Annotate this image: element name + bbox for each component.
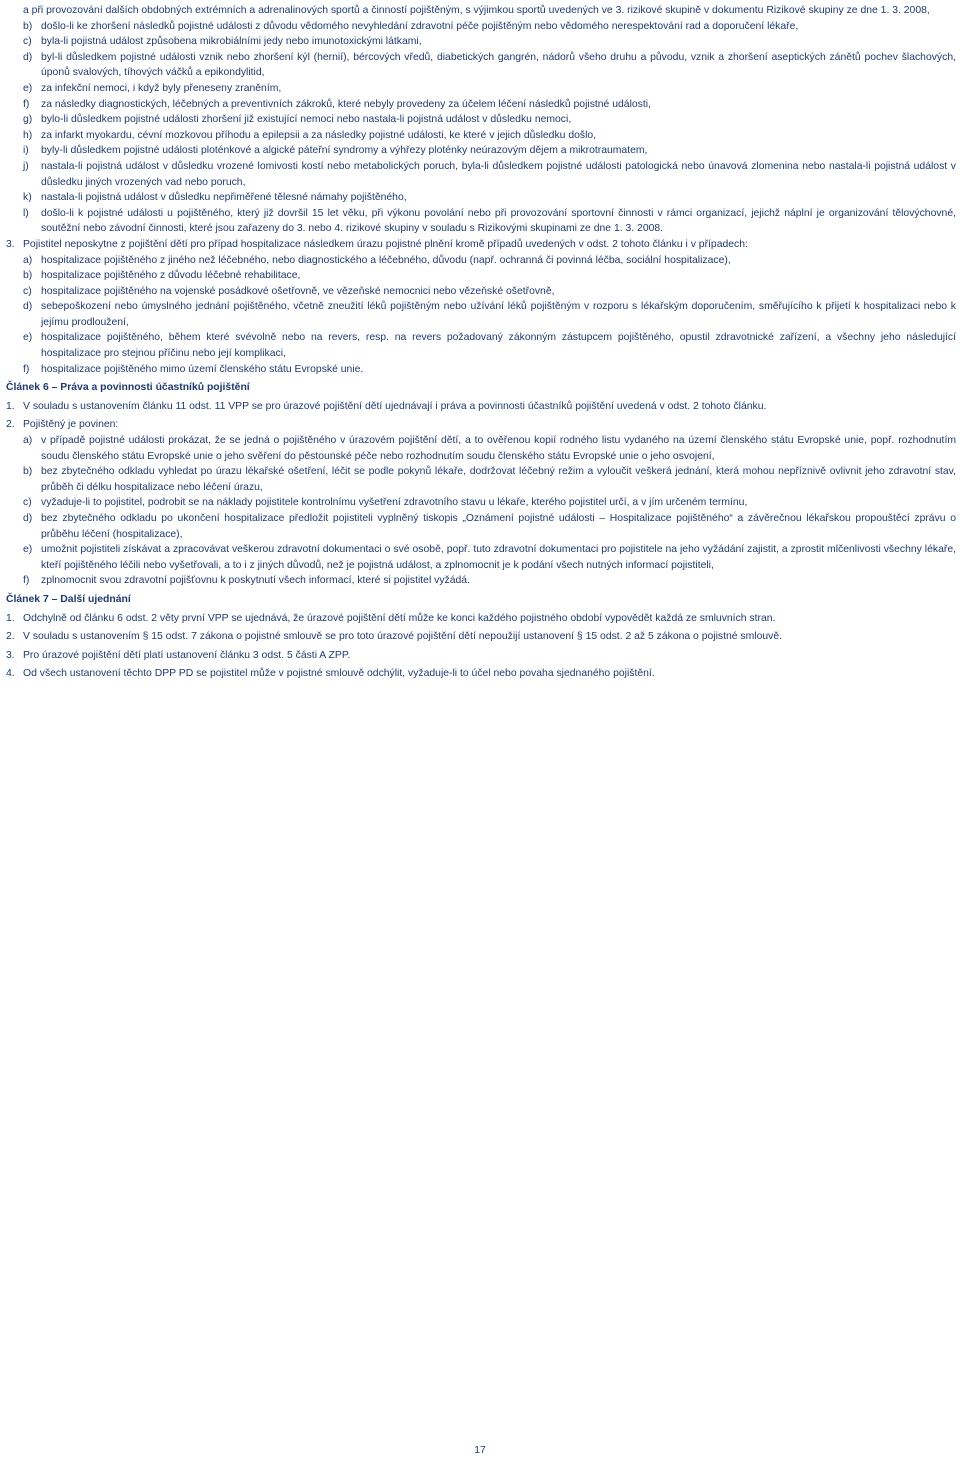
list-item: c) vyžaduje-li to pojistitel, podrobit se na náklady pojistitele kontrolnímu vyšetření zdravotního stavu u lékaře, kterého pojistitel určí, a v jím určeném termínu, <box>23 497 748 509</box>
list-item: f) zplnomocnit svou zdravotní pojišťovnu k poskytnutí všech informací, které si pojistitel vyžádá. <box>23 575 470 587</box>
list-item-text: a při provozování dalších obdobných extrémních a adrenalinových sportů a činností pojištěným, s výjimkou sportů uvedených ve 3. rizikové skupině v dokumentu Rizikové skupiny ze dne 1. 3. 2008, <box>23 5 930 16</box>
numbered-paragraph: 2. V souladu s ustanovením § 15 odst. 7 zákona o pojistné smlouvě se pro toto úrazové pojištění dětí nepoužijí ustanovení § 15 odst. 2 až 5 zákona o pojistné smlouvě. <box>6 631 782 643</box>
list-item: h) za infarkt myokardu, cévní mozkovou příhodu a epilepsii a za následky pojistné události, ke které v jejich důsledku došlo, <box>23 129 597 141</box>
list-item: b) hospitalizace pojištěného z důvodu léčebné rehabilitace, <box>23 270 301 282</box>
numbered-paragraph: 1. V souladu s ustanovením článku 11 odst. 11 VPP se pro úrazové pojištění dětí ujednávají i práva a povinnosti účastníků pojištění uvedená v odst. 2 tohoto článku. <box>6 400 767 412</box>
numbered-paragraph: 3. Pojistitel neposkytne z pojištění dětí pro případ hospitalizace následkem úrazu pojistné plnění kromě případů uvedených v odst. 2 tohoto článku i v případech: <box>6 238 748 250</box>
list-item: d) byl-li důsledkem pojistné události vznik nebo zhoršení kýl (hernií), bércových vředů, diabetických gangrén, nádorů všeho druhu a původu, vznik a zhoršení aseptických zánětů pochev šlachových, úponů svalových, tíhových váčků a epikondylitid, <box>23 51 956 79</box>
list-item <box>23 3 956 19</box>
list-item: e) umožnit pojistiteli získávat a zpracovávat veškerou zdravotní dokumentaci o své osobě, popř. tuto zdravotní dokumentaci pro pojistitele na jeho vyžádání zajistit, a zprostit mlčenlivosti všechny lékaře, kteří pojištěného léčili nebo vyšetřovali, a to i z jiných důvodů, než je pojistná událost, a zplnomocnit je k podání všech nutných informací pojistiteli, <box>23 544 956 571</box>
list-item: i) byly-li důsledkem pojistné události ploténkové a algické páteřní syndromy a výhřezy ploténky neúrazovým dějem a mikrotraumatem, <box>23 145 648 157</box>
exclusions-list <box>6 19 956 237</box>
list-item: b) došlo-li ke zhoršení následků pojistné události z důvodu vědomého nevyhledání zdravotní péče pojištěným nebo vědomého nerespektování rad a doporučení lékaře, <box>23 20 799 32</box>
article-6-heading: Článek 6 – Práva a povinnosti účastníků pojištění <box>6 382 250 394</box>
list-item: e) za infekční nemoci, i když byly přeneseny zraněním, <box>23 82 282 94</box>
numbered-paragraph: 1. Odchylně od článku 6 odst. 2 věty první VPP se ujednává, že úrazové pojištění dětí může ke konci každého pojistného období vypovědět každá ze smluvních stran. <box>6 612 776 624</box>
list-item: a) hospitalizace pojištěného z jiného než léčebného, nebo diagnostického a léčebného, důvodu (např. ochranná či povinná léčba, sociální hospitalizace), <box>23 254 731 266</box>
document-body <box>6 3 956 682</box>
list-item: a) v případě pojistné události prokázat, že se jedná o pojištěného v úrazovém pojištění dětí, a to ověřenou kopií rodného listu vydaného na území členského státu Evropské unie, popř. rozhodnutím soudu členského státu Evropské unie o jeho svěření do pěstounské péče nebo rozhodnutím soudu členského státu Evropské unie o jeho osvojení, <box>23 435 956 462</box>
list-item: l) došlo-li k pojistné události u pojištěného, který již dovršil 15 let věku, při výkonu povolání nebo při provozování sportovní činnosti v rámci organizací, jejichž náplní je organizování tělovýchovné, soutěžní nebo závodní činnosti, které jsou zařazeny do 3. nebo 4. rizikové skupiny v souladu s Rizikovými skupinami ze dne 1. 3. 2008. <box>23 207 956 235</box>
list-item: c) hospitalizace pojištěného na vojenské posádkové ošetřovně, ve vězeňské nemocnici nebo vězeňské ošetřovně, <box>23 285 555 297</box>
numbered-paragraph: 4. Od všech ustanovení těchto DPP PD se pojistitel může v pojistné smlouvě odchýlit, vyžaduje-li to účel nebo povaha sjednaného pojištění. <box>6 668 655 680</box>
list-item: f) hospitalizace pojištěného mimo území členského státu Evropské unie. <box>23 363 364 375</box>
article-7-heading: Článek 7 – Další ujednání <box>6 593 131 605</box>
numbered-paragraph: 3. Pro úrazové pojištění dětí platí ustanovení článku 3 odst. 5 části A ZPP. <box>6 649 351 661</box>
list-item: e) hospitalizace pojištěného, během které svévolně nebo na revers, resp. na revers požadovaný zákonným zástupcem pojištěného, opustil zdravotnické zařízení, a všechny jeho následující hospitalizace pro stejnou příčinu nebo její komplikaci, <box>23 332 956 360</box>
list-item: d) sebepoškození nebo úmyslného jednání pojištěného, včetně zneužití léků pojištěným nebo užívání léků pojištěným v rozporu s lékařským doporučením, směřujícího k přijetí k hospitalizaci nebo k jejímu prodloužení, <box>23 301 956 328</box>
list-item: g) bylo-li důsledkem pojistné události zhoršení již existující nemoci nebo nastala-li pojistná událost v důsledku nemoci, <box>23 114 572 126</box>
insured-obligations-list <box>6 433 956 589</box>
page-number: 17 <box>474 1445 486 1456</box>
list-item: j) nastala-li pojistná událost v důsledku vrozené lomivosti kostí nebo metabolických poruch, byla-li důsledkem pojistné události patologická nebo únavová zlomenina nebo nastala-li pojistná událost v důsledku jiných vrozených vad nebo poruch, <box>23 160 956 188</box>
list-item: c) byla-li pojistná událost způsobena mikrobiálními jedy nebo imunotoxickými látkami, <box>23 36 422 48</box>
list-item: f) za následky diagnostických, léčebných a preventivních zákroků, které nebyly provedeny za účelem léčení následků pojistné události, <box>23 98 651 110</box>
list-item: b) bez zbytečného odkladu vyhledat po úrazu lékařské ošetření, léčit se podle pokynů lékaře, dodržovat léčebný režim a vyloučit veškerá jednání, která mohou nepříznivě ovlivnit jeho zdravotní stav, průběh či délku hospitalizace nebo léčení úrazu, <box>23 466 956 493</box>
list-item: k) nastala-li pojistná událost v důsledku nepřiměřené tělesné námahy pojištěného, <box>23 192 407 204</box>
hospitalization-exclusions-list <box>6 253 956 378</box>
list-item: d) bez zbytečného odkladu po ukončení hospitalizace předložit pojistiteli vyplněný tiskopis „Oznámení pojistné události – Hospitalizace pojištěného“ a závěrečnou lékařskou propouštěcí zprávu o průběhu léčení (hospitalizace), <box>23 513 956 540</box>
numbered-paragraph: 2. Pojištěný je povinen: <box>6 419 119 431</box>
